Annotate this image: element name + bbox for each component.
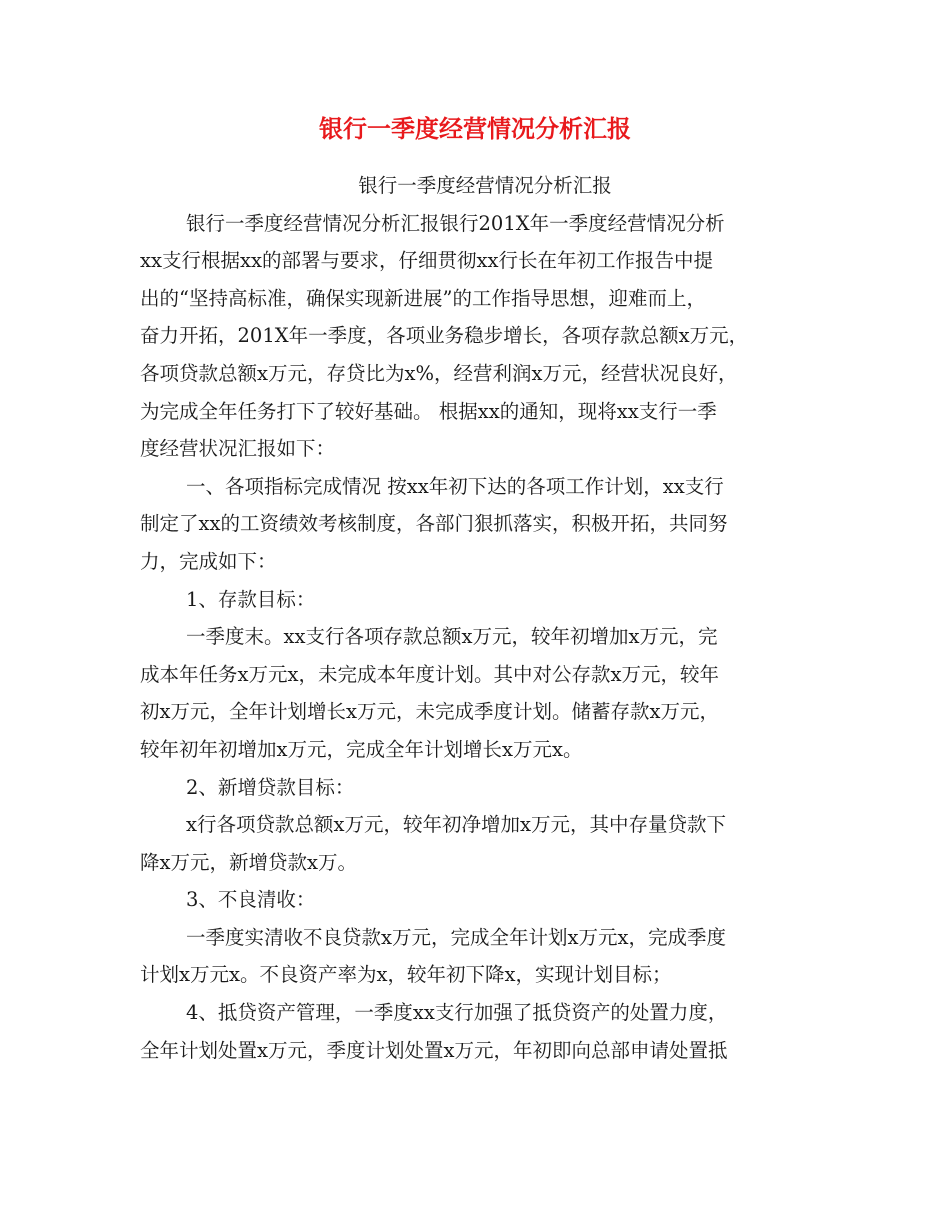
line-text: 度经营状况汇报如下：: [140, 437, 336, 461]
line-text: 降x万元，新增贷款x万。: [140, 850, 357, 874]
paragraph-line: [140, 505, 830, 543]
paragraph-line: [140, 881, 830, 919]
line-text: 初x万元，全年计划增长x万元，未完成季度计划。储蓄存款x万元，: [140, 700, 719, 724]
paragraph-line: [140, 994, 830, 1032]
paragraph-line: [140, 731, 830, 769]
paragraph-line: [140, 317, 830, 355]
paragraph-line: [140, 242, 830, 280]
line-text: 成本年任务x万元x，未完成本年度计划。其中对公存款x万元，较年: [140, 662, 719, 686]
line-text: 一季度实清收不良贷款x万元，完成全年计划x万元x，完成季度: [186, 925, 726, 949]
line-text: 2、新增贷款目标：: [186, 775, 355, 799]
paragraph-line: [140, 844, 830, 882]
line-text: 3、不良清收：: [186, 888, 316, 912]
line-text: 1、存款目标：: [186, 587, 316, 611]
line-text: 一、各项指标完成情况 按xx年初下达的各项工作计划，xx支行: [186, 474, 724, 498]
line-text: 银行一季度经营情况分析汇报: [358, 174, 612, 197]
line-text: 全年计划处置x万元，季度计划处置x万元，年初即向总部申请处置抵: [140, 1038, 728, 1062]
paragraph-line: [140, 355, 830, 393]
paragraph-line: [140, 1032, 830, 1070]
paragraph-line: [140, 468, 830, 506]
paragraph-line: [140, 430, 830, 468]
paragraph-line: [140, 543, 830, 581]
line-text: 较年初年初增加x万元，完成全年计划增长x万元x。: [140, 737, 583, 761]
line-text: x行各项贷款总额x万元，较年初净增加x万元，其中存量贷款下: [186, 813, 726, 837]
line-text: 银行一季度经营情况分析汇报银行201X年一季度经营情况分析: [186, 211, 725, 235]
line-text: 奋力开拓，201X年一季度，各项业务稳步增长，各项存款总额x万元，: [140, 324, 749, 348]
line-text: 各项贷款总额x万元，存贷比为x%，经营利润x万元，经营状况良好，: [140, 361, 738, 385]
line-text: 出的“坚持高标准，确保实现新进展”的工作指导思想，迎难而上，: [140, 286, 706, 310]
document-title: 银行一季度经营情况分析汇报: [319, 114, 631, 143]
line-text: 计划x万元x。不良资产率为x，较年初下降x，实现计划目标；: [140, 963, 672, 987]
paragraph-line: [140, 205, 830, 243]
line-text: 力，完成如下：: [140, 549, 277, 573]
line-text: 制定了xx的工资绩效考核制度，各部门狠抓落实，积极开拓，共同努: [140, 512, 728, 536]
paragraph-line: [140, 393, 830, 431]
paragraph-line: [140, 956, 830, 994]
document-body: [140, 167, 830, 1069]
line-text: 一季度末。xx支行各项存款总额x万元，较年初增加x万元，完: [186, 625, 718, 649]
paragraph-line: [140, 769, 830, 807]
paragraph-line: [140, 806, 830, 844]
paragraph-line: [140, 618, 830, 656]
line-text: 为完成全年任务打下了较好基础。 根据xx的通知，现将xx支行一季: [140, 399, 717, 423]
line-text: xx支行根据xx的部署与要求，仔细贯彻xx行长在年初工作报告中提: [140, 249, 713, 273]
paragraph-line: [140, 656, 830, 694]
body-heading-line: [140, 167, 830, 205]
paragraph-line: [140, 919, 830, 957]
line-text: 4、抵贷资产管理，一季度xx支行加强了抵贷资产的处置力度，: [186, 1001, 728, 1025]
paragraph-line: [140, 581, 830, 619]
paragraph-line: [140, 693, 830, 731]
paragraph-line: [140, 280, 830, 318]
